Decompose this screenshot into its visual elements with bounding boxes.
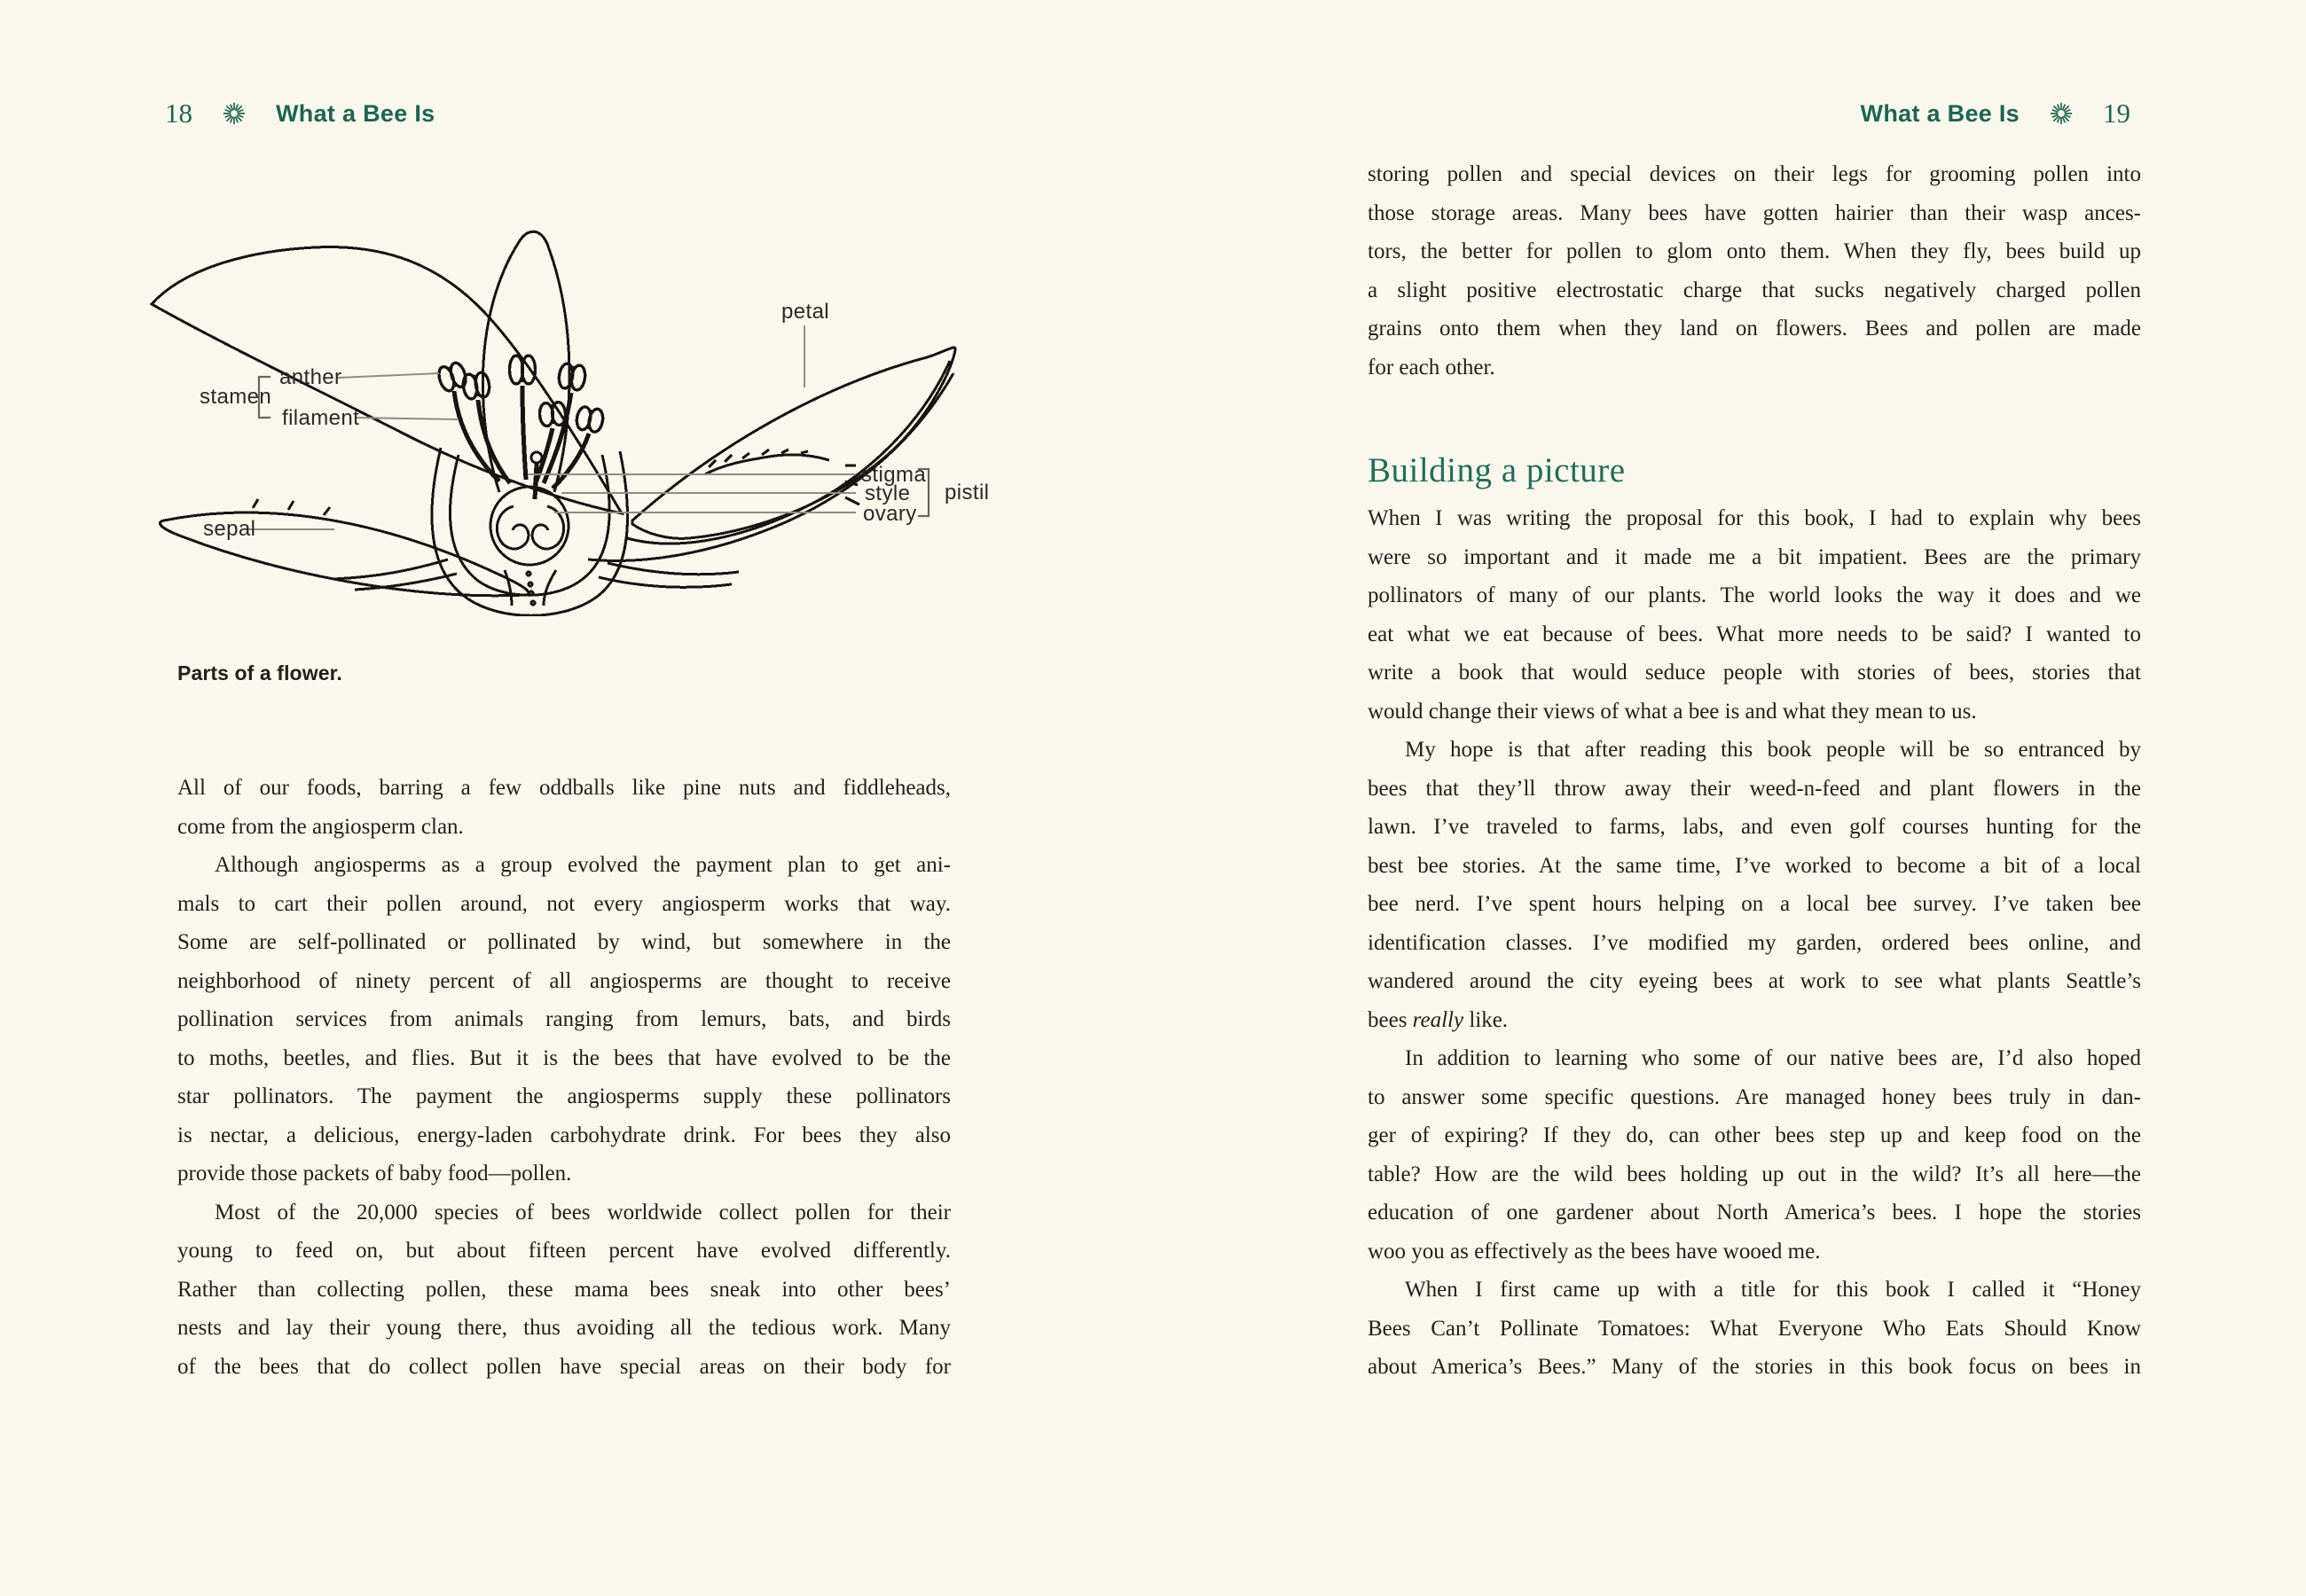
text-line: In addition to learning who some of our native bees are, I’d also hoped	[1405, 1046, 2141, 1070]
body-paragraph	[1368, 1271, 2141, 1387]
page-number-left: 18	[165, 98, 192, 129]
left-page-body	[177, 769, 951, 1386]
right-page-body	[1368, 155, 2141, 1387]
text-line: best bee stories. At the same time, I’ve worked to become a bit of a local	[1368, 853, 2141, 878]
text-line: identification classes. I’ve modified my garden, ordered bees online, and	[1368, 930, 2141, 955]
flower-diagram	[146, 226, 989, 616]
body-paragraph	[1368, 155, 2141, 387]
body-paragraph	[177, 846, 951, 1193]
label-style: style	[865, 481, 911, 505]
text-line: neighborhood of ninety percent of all angiosperms are thought to receive	[177, 968, 951, 993]
text-line: write a book that would seduce people with stories of bees, stories that	[1368, 661, 2141, 685]
stigma-shape	[531, 452, 542, 463]
text-line: storing pollen and special devices on their legs for grooming pollen into	[1368, 162, 2141, 186]
text-line: bee nerd. I’ve spent hours helping on a local bee survey. I’ve taken bee	[1368, 892, 2141, 916]
text-line: ger of expiring? If they do, can other bees step up and keep food on the	[1368, 1123, 2141, 1147]
text-line: eat what we eat because of bees. What more needs to be said? I wanted to	[1368, 622, 2141, 646]
text-line: Rather than collecting pollen, these mama bees sneak into other bees’	[177, 1277, 951, 1302]
body-paragraph	[1368, 1039, 2141, 1271]
petal-left-shape	[152, 247, 622, 513]
text-line: table? How are the wild bees holding up out in the wild? It’s all here—the	[1368, 1162, 2141, 1186]
running-head-left	[165, 98, 435, 129]
label-ovary: ovary	[863, 502, 917, 526]
text-line: My hope is that after reading this book people will be so entranced by	[1405, 738, 2141, 762]
text-line: about America’s Bees.” Many of the stories in this book focus on bees in	[1368, 1355, 2141, 1379]
body-paragraph	[177, 769, 951, 846]
running-head-right	[1861, 98, 2130, 129]
text-line: bees that they’ll throw away their weed-n-feed and plant flowers in the	[1368, 776, 2141, 801]
text-line: lawn. I’ve traveled to farms, labs, and even golf courses hunting for the	[1368, 815, 2141, 839]
text-line: provide those packets of baby food—pollen.	[177, 1162, 572, 1185]
text-line: Bees Can’t Pollinate Tomatoes: What Everyone Who Eats Should Know	[1368, 1316, 2141, 1341]
text-line: to answer some specific questions. Are managed honey bees truly in dan-	[1368, 1084, 2141, 1109]
figure-caption: Parts of a flower.	[177, 661, 342, 685]
filaments	[454, 386, 589, 489]
text-line: to moths, beetles, and flies. But it is the bees that have evolved to be the	[177, 1045, 951, 1070]
text-line: wandered around the city eyeing bees at work to see what plants Seattle’s	[1368, 969, 2141, 993]
text-line: a slight positive electrostatic charge that sucks negatively charged pollen	[1368, 278, 2141, 302]
label-stamen: stamen	[200, 385, 272, 409]
aster-ornament-icon	[2050, 102, 2073, 125]
text-line: star pollinators. The payment the angiosperms supply these pollinators	[177, 1084, 951, 1108]
text-line: young to feed on, but about fifteen percent have evolved differently.	[177, 1239, 951, 1263]
flower-line-art	[152, 231, 955, 615]
section-heading: Building a picture	[1368, 451, 1626, 489]
text-line: bees really like.	[1368, 1007, 1509, 1032]
text-line: When I was writing the proposal for this book, I had to explain why bees	[1368, 506, 2141, 530]
text-line: pollination services from animals ranging from lemurs, bats, and birds	[177, 1007, 951, 1031]
text-line: All of our foods, barring a few oddballs like pine nuts and fiddleheads,	[177, 776, 951, 800]
label-petal: petal	[781, 300, 830, 324]
label-filament: filament	[282, 406, 360, 430]
text-line: tors, the better for pollen to glom onto them. When they fly, bees build up	[1368, 239, 2141, 263]
text-line: Some are self-pollinated or pollinated by wind, but somewhere in the	[177, 930, 951, 954]
text-line: woo you as effectively as the bees have wooed me.	[1368, 1239, 1821, 1264]
text-line: for each other.	[1368, 355, 1495, 379]
text-line: When I first came up with a title for this book I called it “Honey	[1405, 1278, 2141, 1302]
label-anther: anther	[279, 365, 342, 389]
text-line: would change their views of what a bee is and what they mean to us.	[1368, 699, 1977, 724]
anther-leader	[337, 373, 439, 378]
filament-leader	[355, 418, 459, 419]
right-body-before-heading	[1368, 155, 2141, 387]
text-line: those storage areas. Many bees have gotten hairier than their wasp ances-	[1368, 200, 2141, 225]
text-line: come from the angiosperm clan.	[177, 814, 464, 839]
flower-diagram-svg	[146, 226, 989, 616]
body-paragraph	[1368, 731, 2141, 1039]
page-number-right: 19	[2103, 98, 2130, 129]
running-head-title: What a Bee Is	[276, 100, 435, 127]
text-line: were so important and it made me a bit impatient. Bees are the primary	[1368, 544, 2141, 569]
body-paragraph	[1368, 499, 2141, 731]
right-body-after-heading	[1368, 499, 2141, 1387]
label-pistil: pistil	[945, 481, 989, 505]
text-line: is nectar, a delicious, energy-laden carbohydrate drink. For bees they also	[177, 1123, 951, 1147]
text-line: education of one gardener about North America’s bees. I hope the stories	[1368, 1201, 2141, 1224]
text-line: mals to cart their pollen around, not every angiosperm works that way.	[177, 891, 951, 916]
running-head-title: What a Bee Is	[1860, 100, 2020, 127]
label-stigma: stigma	[861, 463, 927, 487]
text-line: Although angiosperms as a group evolved the payment plan to get ani-	[215, 853, 951, 877]
text-line: of the bees that do collect pollen have special areas on their body for	[177, 1354, 951, 1379]
text-line: pollinators of many of our plants. The world looks the way it does and we	[1368, 583, 2141, 607]
text-line: grains onto them when they land on flowers. Bees and pollen are made	[1368, 317, 2141, 340]
text-line: nests and lay their young there, thus avoiding all the tedious work. Many	[177, 1316, 951, 1340]
ovary-shape	[490, 487, 569, 565]
label-sepal: sepal	[203, 517, 256, 541]
text-line: Most of the 20,000 species of bees worldwide collect pollen for their	[215, 1200, 951, 1224]
body-paragraph	[177, 1193, 951, 1387]
aster-ornament-icon	[223, 102, 246, 125]
